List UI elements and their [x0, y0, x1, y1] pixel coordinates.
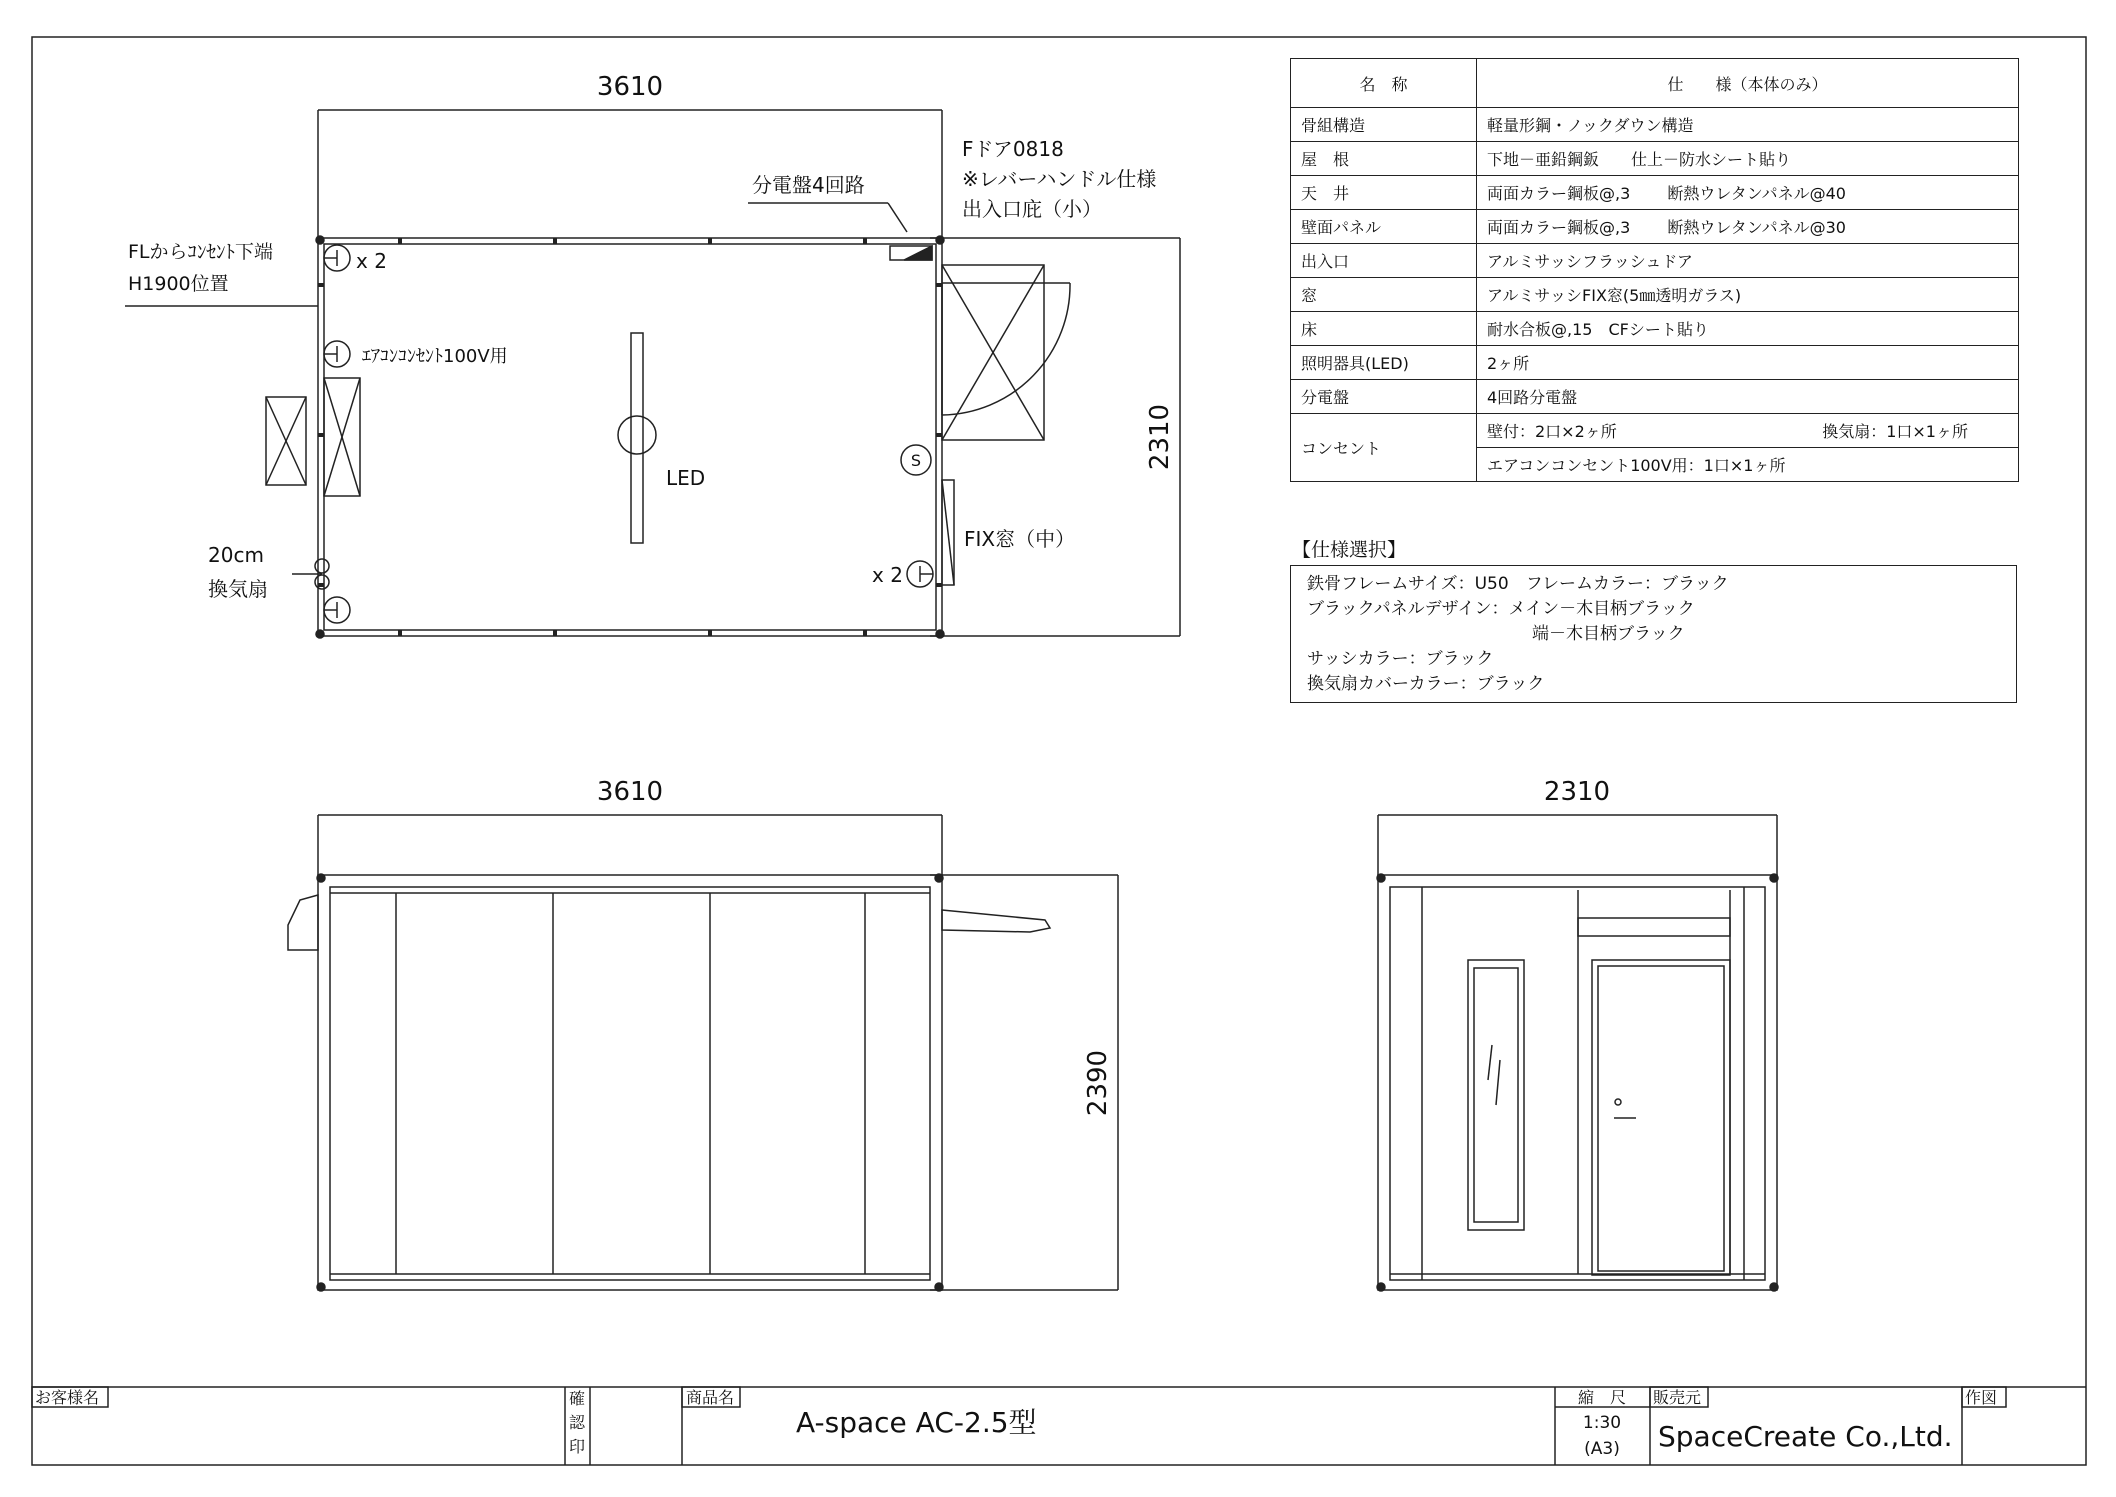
spec-row	[1291, 244, 2019, 278]
spec-row	[1291, 312, 2019, 346]
spec-outlet-aircon: エアコンコンセント100V用：1口×1ヶ所	[1477, 448, 2019, 482]
plan-width-dim: 3610	[596, 72, 664, 102]
confirm-char-2: 認	[568, 1413, 586, 1432]
fix-window-label: FIX窓（中）	[964, 527, 1076, 551]
front-width-dim: 3610	[596, 777, 664, 807]
outlet-symbol-2	[324, 341, 350, 367]
spec-outlet-fan: 換気扇：1口×1ヶ所	[1822, 422, 1968, 441]
spec-row-name: 骨組構造	[1291, 108, 1477, 142]
outlet-symbol-3	[324, 597, 350, 623]
panel-note: 分電盤4回路	[752, 173, 865, 197]
spec-row-name: 床	[1291, 312, 1477, 346]
customer-label: お客様名	[35, 1388, 100, 1407]
side-elevation	[1377, 815, 1778, 1291]
spec-row-value: 4回路分電盤	[1477, 380, 2019, 414]
front-height-dim: 2390	[1083, 1049, 1113, 1117]
selection-line: 換気扇カバーカラー：ブラック	[1307, 674, 1545, 694]
seller-label: 販売元	[1653, 1388, 1702, 1407]
spec-row-outlet	[1291, 414, 2019, 448]
spec-row-value: 耐水合板@,15 CFシート貼り	[1477, 312, 2019, 346]
spec-header-row	[1291, 59, 2019, 108]
spec-row-name: 照明器具(LED)	[1291, 346, 1477, 380]
spec-header-name: 名 称	[1291, 59, 1477, 108]
outlet-note-2: H1900位置	[128, 273, 229, 295]
aircon-outlet-label: ｴｱｺﾝｺﾝｾﾝﾄ100V用	[362, 346, 508, 367]
confirm-char-1: 確	[568, 1389, 586, 1408]
selection-line: ブラックパネルデザイン：メイン－木目柄ブラック	[1307, 599, 1695, 619]
selection-line: 鉄骨フレームサイズ：U50 フレームカラー：ブラック	[1307, 574, 1729, 594]
spec-row-value: 両面カラー鋼板@,3 断熱ウレタンパネル@30	[1477, 210, 2019, 244]
spec-row-name: 屋 根	[1291, 142, 1477, 176]
scale-value: 1:30	[1582, 1413, 1622, 1433]
side-width-dim: 2310	[1543, 777, 1611, 807]
spec-row	[1291, 380, 2019, 414]
spec-row-value: アルミサッシフラッシュドア	[1477, 244, 2019, 278]
switch-label: S	[910, 451, 922, 470]
spec-row-value: 2ヶ所	[1477, 346, 2019, 380]
spec-table	[1290, 58, 2019, 482]
product-name: A-space AC-2.5型	[796, 1406, 1037, 1439]
spec-row-name: 窓	[1291, 278, 1477, 312]
selection-line: 端－木目柄ブラック	[1532, 624, 1685, 644]
selection-line: サッシカラー：ブラック	[1307, 649, 1494, 669]
spec-header-spec: 仕 様（本体のみ）	[1477, 59, 2019, 108]
spec-row-name: 壁面パネル	[1291, 210, 1477, 244]
spec-outlet-wall: 壁付：2口×2ヶ所	[1487, 422, 1617, 441]
fan-cover	[288, 895, 318, 950]
led-label: LED	[666, 466, 706, 490]
outlet-note-1: FLからｺﾝｾﾝﾄ下端	[128, 241, 274, 263]
selection-box	[1290, 565, 2017, 703]
spec-row-value: アルミサッシFIX窓(5㎜透明ガラス)	[1477, 278, 2019, 312]
spec-row	[1291, 142, 2019, 176]
spec-row	[1291, 210, 2019, 244]
door-plan	[942, 265, 1070, 440]
scale-label: 縮 尺	[1577, 1388, 1627, 1407]
outlet-count-top: x 2	[356, 249, 387, 273]
door-note-1: Fドア0818	[962, 137, 1064, 161]
spec-outlet-name: コンセント	[1291, 414, 1477, 482]
spec-row	[1291, 346, 2019, 380]
outlet-count-bottom: x 2	[872, 563, 903, 587]
spec-row	[1291, 278, 2019, 312]
fan-label: 換気扇	[208, 577, 268, 601]
plan-depth-dim: 2310	[1145, 403, 1175, 471]
spec-row	[1291, 176, 2019, 210]
front-elevation	[288, 815, 1118, 1291]
confirm-char-3: 印	[568, 1437, 586, 1456]
door-note-3: 出入口庇（小）	[962, 197, 1102, 221]
fan-size-label: 20cm	[208, 543, 264, 567]
drawn-label: 作図	[1965, 1388, 1998, 1407]
outlet-symbol-1	[324, 245, 350, 271]
led-fixture	[631, 333, 643, 543]
spec-outlet-line-1	[1477, 414, 2019, 448]
door-note-2: ※レバーハンドル仕様	[962, 167, 1157, 191]
seller-name: SpaceCreate Co.,Ltd.	[1658, 1420, 1953, 1453]
spec-row-name: 分電盤	[1291, 380, 1477, 414]
spec-row-value: 軽量形鋼・ノックダウン構造	[1477, 108, 2019, 142]
door-canopy	[942, 910, 1050, 932]
spec-row-value: 両面カラー鋼板@,3 断熱ウレタンパネル@40	[1477, 176, 2019, 210]
paper-size: (A3)	[1584, 1439, 1620, 1459]
spec-row-name: 天 井	[1291, 176, 1477, 210]
spec-row	[1291, 108, 2019, 142]
product-label: 商品名	[686, 1388, 735, 1407]
spec-row-value: 下地－亜鉛鋼鈑 仕上－防水シート貼り	[1477, 142, 2019, 176]
selection-title: 【仕様選択】	[1292, 539, 1407, 561]
outlet-symbol-4	[907, 561, 933, 587]
spec-row-name: 出入口	[1291, 244, 1477, 278]
